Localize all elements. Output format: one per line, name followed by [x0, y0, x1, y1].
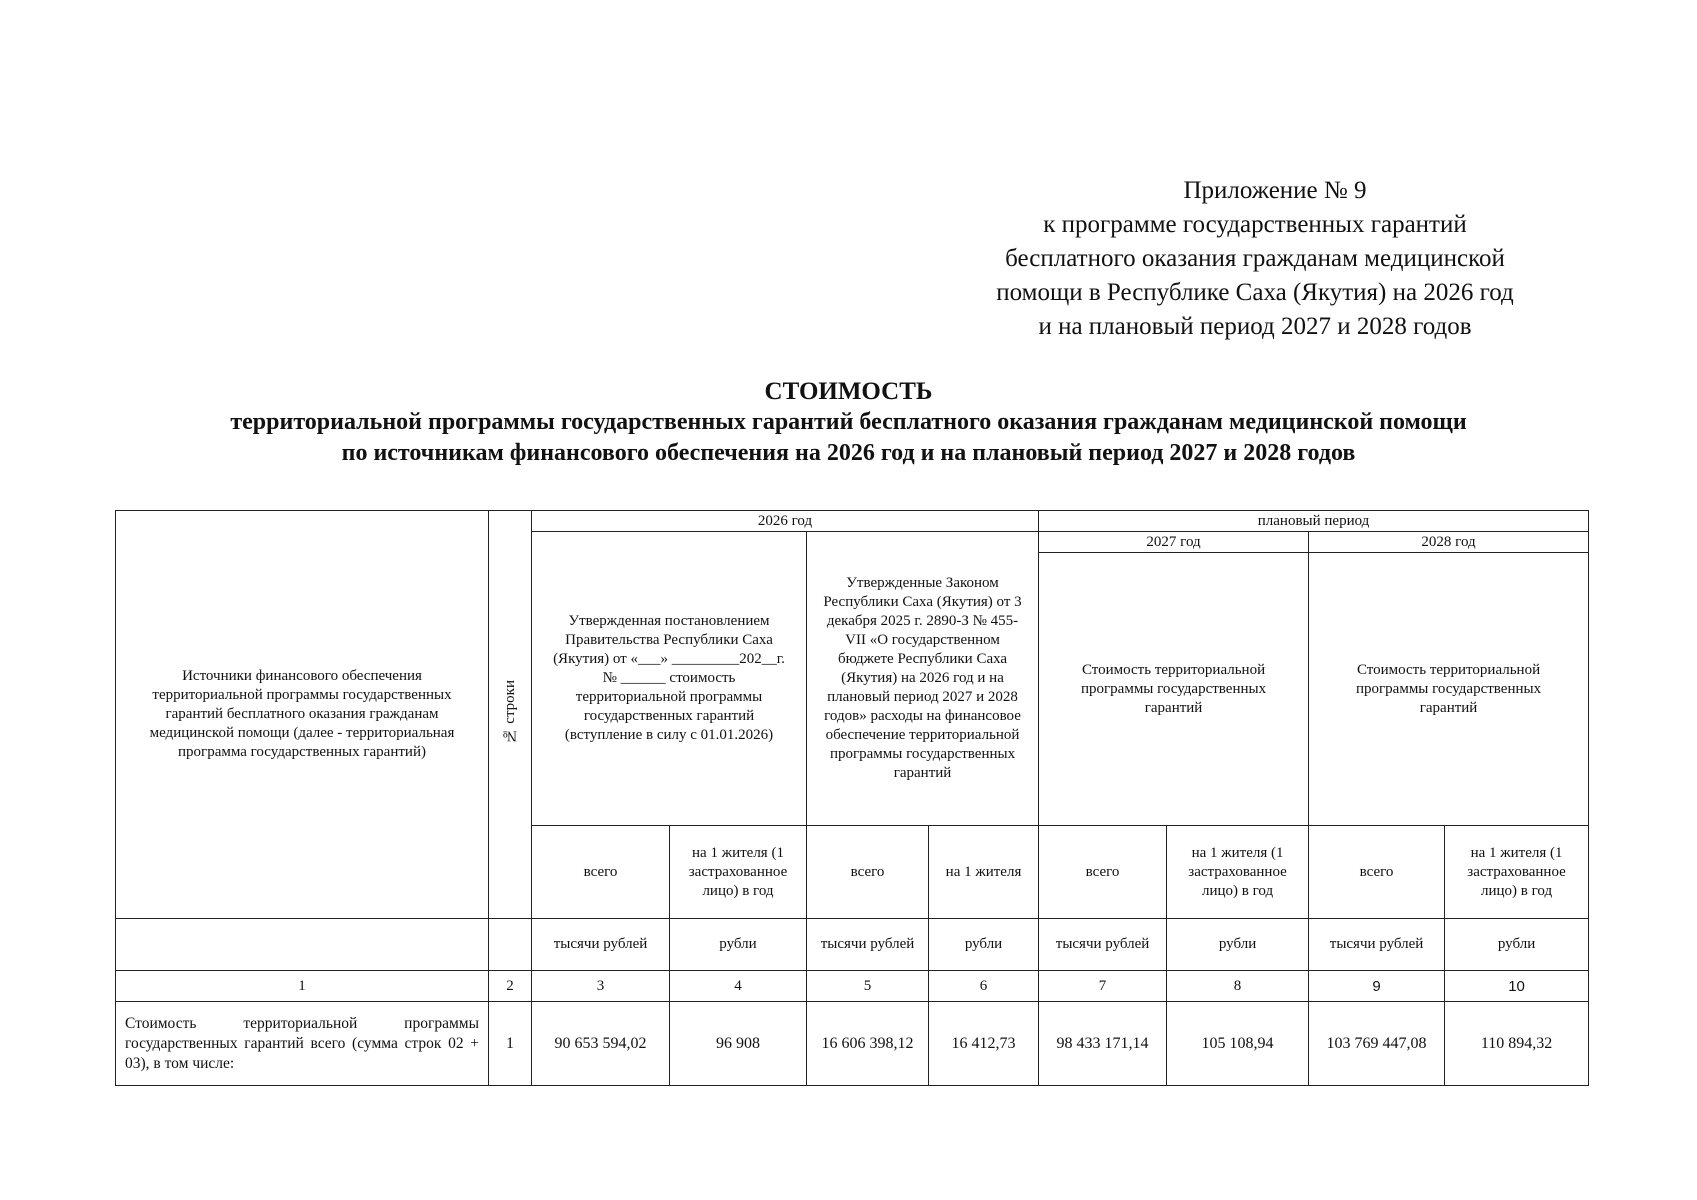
- appendix-line: бесплатного оказания гражданам медицинской: [1005, 245, 1505, 272]
- unit-thousand: тысячи рублей: [807, 919, 929, 971]
- value-total-2026-approved: 90 653 594,02: [532, 1002, 670, 1086]
- header-cost-2027: Стоимость территориальной программы государственных гарантий: [1039, 553, 1309, 826]
- unit-rub: рубли: [929, 919, 1039, 971]
- value-total-2028: 103 769 447,08: [1309, 1002, 1445, 1086]
- row-number: 1: [489, 1002, 532, 1086]
- title-line: по источникам финансового обеспечения на 2026 год и на плановый период 2027 и 2028 годов: [341, 440, 1356, 466]
- value-total-2027: 98 433 171,14: [1039, 1002, 1167, 1086]
- unit-rub: рубли: [670, 919, 807, 971]
- cost-table: [115, 510, 1589, 1086]
- subheader-per-insured: на 1 жителя (1 застрахованное лицо) в год: [1167, 826, 1309, 919]
- unit-thousand: тысячи рублей: [1039, 919, 1167, 971]
- column-number: 3: [532, 971, 670, 1002]
- subheader-per-resident: на 1 жителя: [929, 826, 1039, 919]
- title-heading: СТОИМОСТЬ: [764, 378, 933, 405]
- unit-thousand: тысячи рублей: [532, 919, 670, 971]
- subheader-total: всего: [532, 826, 670, 919]
- table-row: [116, 1002, 1589, 1086]
- units-spacer: [489, 919, 532, 971]
- appendix-line: к программе государственных гарантий: [1043, 211, 1467, 238]
- column-number: 9: [1309, 971, 1445, 1002]
- value-per-capita-2027: 105 108,94: [1167, 1002, 1309, 1086]
- header-row-number: [489, 511, 532, 919]
- value-per-capita-2026-approved: 96 908: [670, 1002, 807, 1086]
- header-year-2026: 2026 год: [532, 511, 1039, 532]
- appendix-block: [930, 174, 1580, 344]
- header-year-2027: 2027 год: [1039, 532, 1309, 553]
- appendix-line: и на плановый период 2027 и 2028 годов: [1038, 313, 1472, 340]
- header-cost-2028: Стоимость территориальной программы государственных гарантий: [1309, 553, 1589, 826]
- subheader-total: всего: [807, 826, 929, 919]
- column-number: 6: [929, 971, 1039, 1002]
- unit-rub: рубли: [1445, 919, 1589, 971]
- units-spacer: [116, 919, 489, 971]
- column-number: 7: [1039, 971, 1167, 1002]
- column-number: 2: [489, 971, 532, 1002]
- row-label: Стоимость территориальной программы государственных гарантий всего (сумма строк 02 + 03), в том числе:: [116, 1002, 489, 1086]
- title-line: территориальной программы государственных гарантий бесплатного оказания гражданам медицинской помощи: [230, 409, 1467, 435]
- subheader-per-insured: на 1 жителя (1 застрахованное лицо) в год: [670, 826, 807, 919]
- header-approved-resolution: Утвержденная постановлением Правительства Республики Саха (Якутия) от «___» _________202__г. № ______ стоимость территориальной программы государственных гарантий (вступление в силу с 01.01.2026): [532, 532, 807, 826]
- header-planned-period: плановый период: [1039, 511, 1589, 532]
- appendix-number: Приложение № 9: [1183, 177, 1367, 204]
- column-number: 4: [670, 971, 807, 1002]
- document-title: [0, 376, 1697, 469]
- header-approved-law: Утвержденные Законом Республики Саха (Якутия) от 3 декабря 2025 г. 2890-З № 455-VII «О государственном бюджете Республики Саха (Якутия) на 2026 год и на плановый период 2027 и 2028 годов» расходы на финансовое обеспечение территориальной программы государственных гарантий: [807, 532, 1039, 826]
- unit-thousand: тысячи рублей: [1309, 919, 1445, 971]
- column-number: 5: [807, 971, 929, 1002]
- column-number: 8: [1167, 971, 1309, 1002]
- header-source: Источники финансового обеспечения территориальной программы государственных гарантий бесплатного оказания гражданам медицинской помощи (далее - территориальная программа государственных гарантий): [116, 511, 489, 919]
- appendix-line: помощи в Республике Саха (Якутия) на 2026 год: [996, 279, 1514, 306]
- subheader-total: всего: [1309, 826, 1445, 919]
- unit-rub: рубли: [1167, 919, 1309, 971]
- subheader-per-insured: на 1 жителя (1 застрахованное лицо) в год: [1445, 826, 1589, 919]
- value-per-capita-2026-law: 16 412,73: [929, 1002, 1039, 1086]
- value-per-capita-2028: 110 894,32: [1445, 1002, 1589, 1086]
- column-number: 1: [116, 971, 489, 1002]
- value-total-2026-law: 16 606 398,12: [807, 1002, 929, 1086]
- header-row-number-label: № строки: [501, 679, 518, 744]
- column-number: 10: [1445, 971, 1589, 1002]
- header-year-2028: 2028 год: [1309, 532, 1589, 553]
- subheader-total: всего: [1039, 826, 1167, 919]
